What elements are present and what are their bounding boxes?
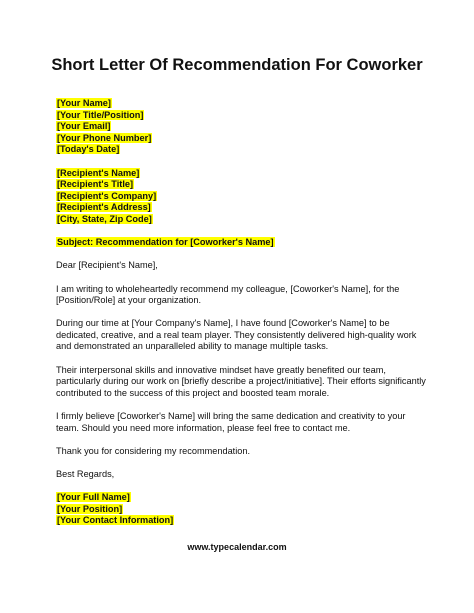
sender-phone: [Your Phone Number] <box>57 132 152 143</box>
closing: Best Regards, <box>56 469 115 479</box>
paragraph-5: Thank you for considering my recommendation. <box>56 445 251 456</box>
recipient-block <box>56 168 428 226</box>
salutation: Dear [Recipient's Name], <box>56 260 158 271</box>
paragraph-1: I am writing to wholeheartedly recommend my colleague, [Coworker's Name], for the [Position/Role] at your organization. <box>56 283 400 306</box>
recipient-company: [Recipient's Company] <box>57 190 157 201</box>
sender-date: [Today's Date] <box>57 144 120 155</box>
recipient-name: [Recipient's Name] <box>57 167 140 178</box>
paragraph-4: I firmly believe [Coworker's Name] will bring the same dedication and creativity to your team. Should you need more information, please feel free to contact me. <box>56 411 406 433</box>
recipient-title: [Recipient's Title] <box>57 179 134 190</box>
footer-website: www.typecalendar.com <box>187 542 287 552</box>
recipient-address: [Recipient's Address] <box>57 202 151 213</box>
sender-name: [Your Name] <box>57 98 111 108</box>
signature-contact: [Your Contact Information] <box>57 515 174 526</box>
signature-position: [Your Position] <box>57 503 123 514</box>
signature-block <box>56 492 428 527</box>
signature-name: [Your Full Name] <box>57 492 130 503</box>
recipient-city: [City, State, Zip Code] <box>57 213 152 224</box>
sender-block <box>56 98 428 156</box>
paragraph-2: During our time at [Your Company's Name], I have found [Coworker's Name] to be dedicated, creative, and a real team player. They consistently delivered high-quality work and demonstrated an unparalleled ability to manage multiple tasks. <box>56 318 417 352</box>
sender-email: [Your Email] <box>57 121 111 132</box>
page-title: Short Letter Of Recommendation For Coworker <box>51 56 423 74</box>
sender-title: [Your Title/Position] <box>57 109 144 120</box>
subject-line: Subject: Recommendation for [Coworker's Name] <box>57 237 274 248</box>
paragraph-3: Their interpersonal skills and innovative mindset have greatly benefited our team, particularly during our work on [briefly describe a project/initiative]. Their efforts significantly contributed to the success of this project and boosted team morale. <box>56 364 426 398</box>
letter-body <box>56 98 428 527</box>
